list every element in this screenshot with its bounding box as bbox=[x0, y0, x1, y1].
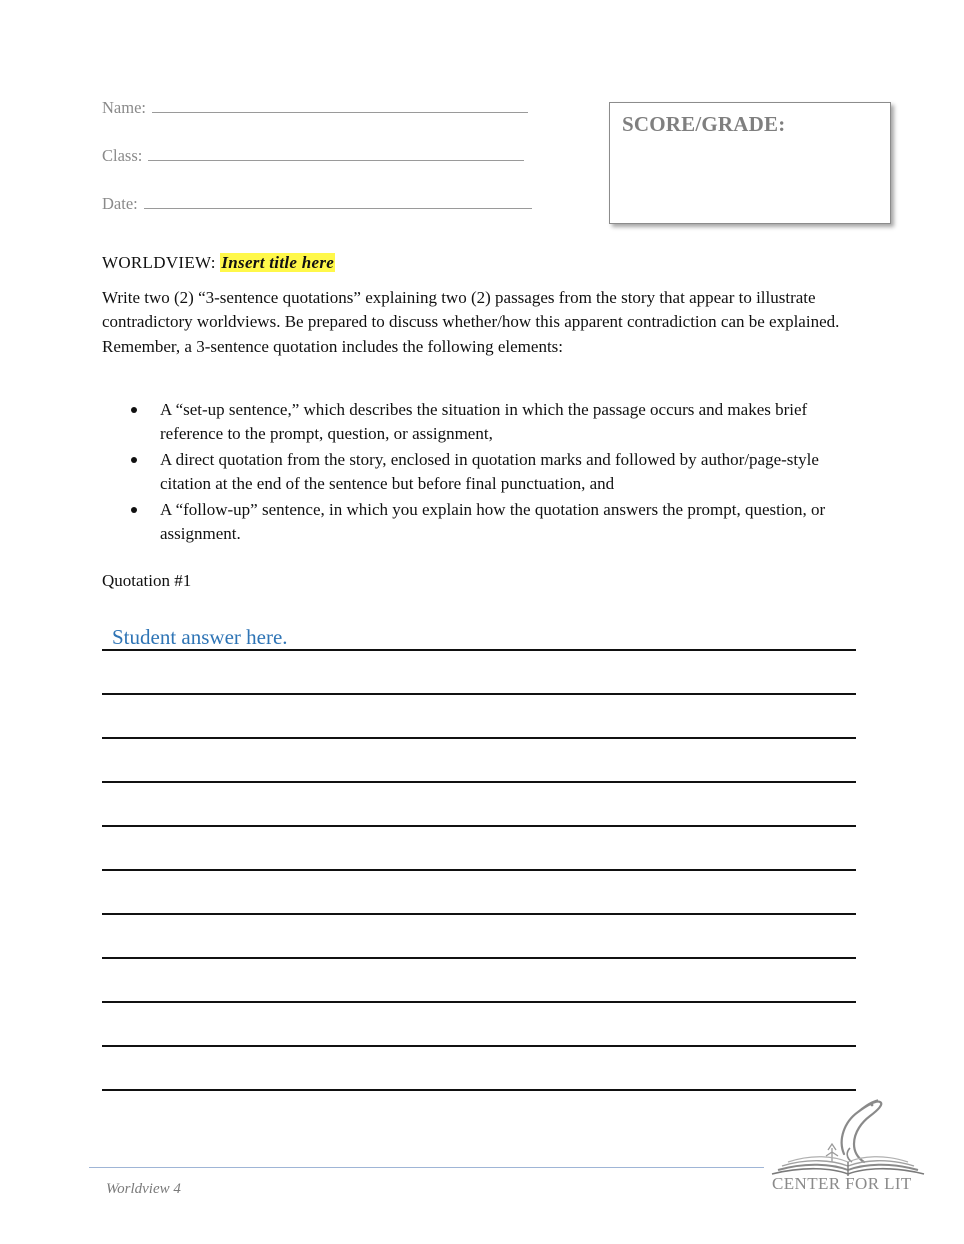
list-item bbox=[102, 398, 862, 446]
list-item bbox=[102, 498, 862, 546]
answer-line[interactable] bbox=[102, 825, 856, 827]
bullet-icon bbox=[131, 407, 137, 413]
answer-line[interactable] bbox=[102, 693, 856, 695]
class-label: Class: bbox=[102, 146, 143, 165]
name-blank[interactable] bbox=[152, 98, 528, 113]
date-blank[interactable] bbox=[144, 194, 532, 209]
footer-divider bbox=[89, 1167, 764, 1168]
center-for-lit-logo-text: CENTER FOR LIT bbox=[772, 1174, 912, 1193]
bullet-icon bbox=[131, 457, 137, 463]
list-item bbox=[102, 448, 862, 496]
footer-page-label: Worldview 4 bbox=[106, 1181, 181, 1197]
answer-line[interactable] bbox=[102, 869, 856, 871]
answer-line[interactable] bbox=[102, 649, 856, 651]
answer-line[interactable] bbox=[102, 781, 856, 783]
answer-line[interactable] bbox=[102, 913, 856, 915]
worldview-title-placeholder[interactable]: Insert title here bbox=[221, 253, 335, 272]
answer-line[interactable] bbox=[102, 957, 856, 959]
class-blank[interactable] bbox=[148, 146, 524, 161]
score-grade-label: SCORE/GRADE: bbox=[622, 112, 786, 136]
list-item-text: A direct quotation from the story, enclosed in quotation marks and followed by author/page-style citation at the end of the sentence but before final punctuation, and bbox=[160, 450, 819, 493]
quotation-heading: Quotation #1 bbox=[102, 571, 192, 590]
worldview-title-line bbox=[102, 253, 335, 273]
elements-list bbox=[102, 398, 862, 548]
date-field[interactable] bbox=[102, 194, 532, 214]
student-answer-text[interactable]: Student answer here. bbox=[112, 625, 288, 649]
name-field[interactable] bbox=[102, 98, 528, 118]
answer-line[interactable] bbox=[102, 1089, 856, 1091]
list-item-text: A “set-up sentence,” which describes the situation in which the passage occurs and makes brief reference to the prompt, question, or assignment, bbox=[160, 400, 808, 443]
bullet-icon bbox=[131, 507, 137, 513]
instructions-paragraph: Write two (2) “3-sentence quotations” explaining two (2) passages from the story that appear to illustrate contradictory worldviews. Be prepared to discuss whether/how this apparent contradiction can be explained. Remember, a 3-sentence quotation includes the following elements: bbox=[102, 288, 840, 356]
class-field[interactable] bbox=[102, 146, 524, 166]
score-grade-box[interactable] bbox=[609, 102, 891, 224]
list-item-text: A “follow-up” sentence, in which you explain how the quotation answers the prompt, question, or assignment. bbox=[160, 500, 826, 543]
answer-line[interactable] bbox=[102, 737, 856, 739]
answer-line[interactable] bbox=[102, 1001, 856, 1003]
worldview-label: WORLDVIEW: bbox=[102, 253, 216, 272]
name-label: Name: bbox=[102, 98, 146, 117]
date-label: Date: bbox=[102, 194, 138, 213]
answer-line[interactable] bbox=[102, 1045, 856, 1047]
